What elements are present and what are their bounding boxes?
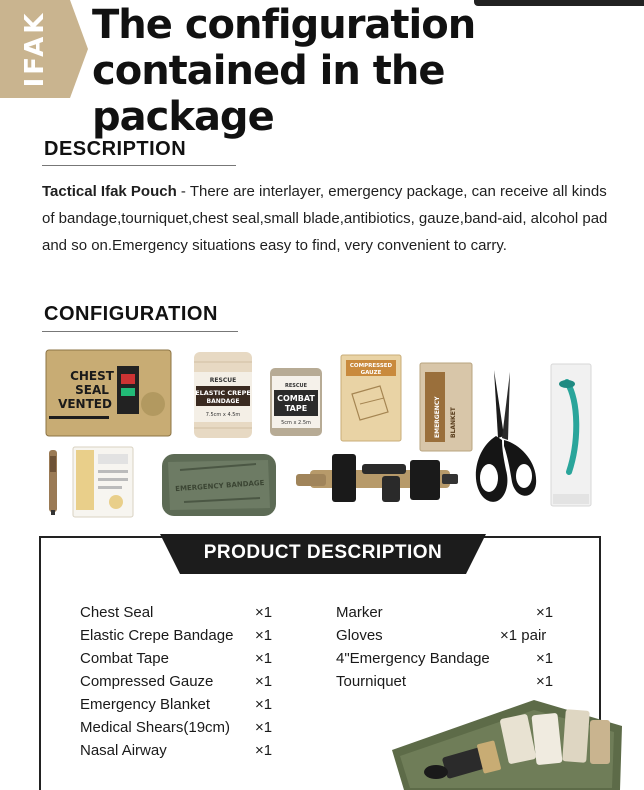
qty-compressed-gauze: ×1 <box>255 673 273 690</box>
item-medical-shears: Medical Shears(19cm) <box>80 719 231 736</box>
crepe-line-2: BANDAGE <box>206 398 240 405</box>
marker-image <box>44 448 62 516</box>
qty-combat-tape: ×1 <box>255 650 273 667</box>
qty-emergency-bandage: ×1 <box>536 650 554 667</box>
item-chest-seal: Chest Seal <box>80 604 154 621</box>
qty-nasal-airway: ×1 <box>255 742 273 759</box>
page-headline <box>92 2 632 140</box>
qty-elastic-crepe-bandage: ×1 <box>255 627 273 644</box>
item-elastic-crepe-bandage: Elastic Crepe Bandage <box>80 627 234 644</box>
qty-tourniquet: ×1 <box>536 673 554 690</box>
gauze-line-1: COMPRESSED <box>349 363 393 369</box>
qty-gloves: ×1 pair <box>500 627 547 644</box>
tape-size: 5cm x 2.5m <box>281 420 311 426</box>
configuration-rule <box>42 331 238 332</box>
item-emergency-blanket: Emergency Blanket <box>80 696 211 713</box>
emergency-bandage-image <box>160 452 278 518</box>
blanket-line-1: EMERGENCY <box>434 396 441 438</box>
bandage-pack-text: EMERGENCY BANDAGE <box>175 478 265 494</box>
crepe-line-1: ELASTIC CREPE <box>195 389 251 397</box>
tourniquet-image <box>292 448 462 512</box>
qty-marker: ×1 <box>536 604 554 621</box>
chest-seal-text-2: SEAL <box>75 383 109 397</box>
item-nasal-airway: Nasal Airway <box>80 742 167 759</box>
chest-seal-text-1: CHEST <box>70 369 114 383</box>
crepe-brand: RESCUE <box>209 377 237 384</box>
combat-tape-image <box>268 366 324 438</box>
nasal-airway-image <box>549 362 593 508</box>
ifak-pouch-image <box>384 680 630 790</box>
qty-emergency-blanket: ×1 <box>255 696 273 713</box>
description-title: DESCRIPTION <box>44 138 187 160</box>
tape-line-1: COMBAT <box>277 394 315 403</box>
description-rule <box>42 165 236 166</box>
item-compressed-gauze: Compressed Gauze <box>80 673 214 690</box>
item-tourniquet: Tourniquet <box>336 673 407 690</box>
description-lead: Tactical Ifak Pouch <box>42 183 177 200</box>
item-gloves: Gloves <box>336 627 383 644</box>
header-tab-notch <box>70 0 88 98</box>
elastic-crepe-bandage-image <box>192 350 254 440</box>
header-tab-label: IFAK <box>20 10 50 88</box>
item-marker: Marker <box>336 604 383 621</box>
item-emergency-bandage: 4"Emergency Bandage <box>336 650 490 667</box>
medical-shears-image <box>464 366 540 510</box>
gloves-image <box>72 446 134 518</box>
qty-chest-seal: ×1 <box>255 604 273 621</box>
item-combat-tape: Combat Tape <box>80 650 169 667</box>
tape-line-2: TAPE <box>284 404 308 413</box>
gauze-line-2: GAUZE <box>360 370 382 376</box>
chest-seal-text-3: VENTED <box>58 397 112 411</box>
tape-brand: RESCUE <box>284 383 308 389</box>
configuration-title: CONFIGURATION <box>44 303 218 325</box>
description-text <box>42 178 612 259</box>
product-description-title: PRODUCT DESCRIPTION <box>203 542 443 563</box>
blanket-line-2: BLANKET <box>450 407 457 438</box>
qty-medical-shears: ×1 <box>255 719 273 736</box>
description-body: - There are interlayer, emergency package, can receive all kinds of bandage,tourniquet,chest seal,small blade,antibiotics, gauze,band-aid, alcohol pad and so on.Emergency situations easy to find, very convenient to carry. <box>42 183 608 254</box>
headline-line-1: The configuration <box>92 2 476 48</box>
headline-line-2: contained in the package <box>92 48 445 140</box>
chest-seal-image <box>45 348 173 438</box>
compressed-gauze-image <box>340 354 402 442</box>
crepe-size: 7.5cm x 4.5m <box>205 412 241 418</box>
